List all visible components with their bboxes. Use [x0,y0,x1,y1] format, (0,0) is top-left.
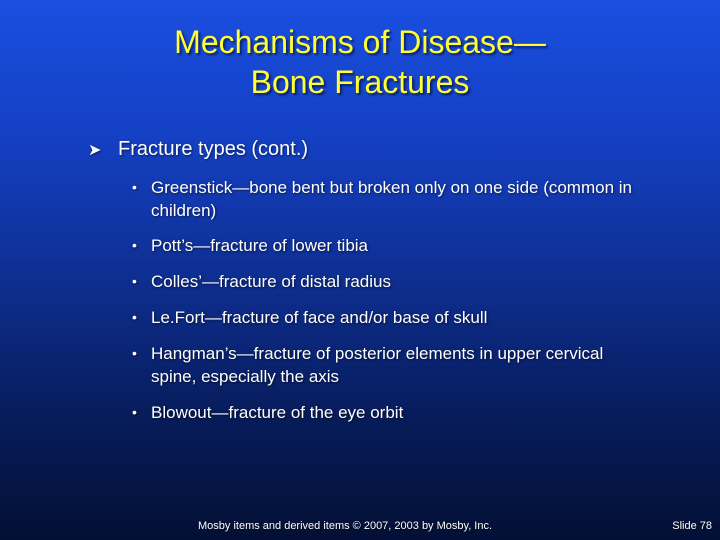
dot-bullet-icon: • [132,273,137,289]
sub-bullet-text: Pott’s—fracture of lower tibia [151,236,368,255]
sub-bullet-item [132,401,632,424]
sub-bullet-item [132,342,632,388]
dot-bullet-icon: • [132,237,137,253]
dot-bullet-icon: • [132,404,137,420]
sub-bullet-text: Hangman’s—fracture of posterior elements in upper cervical spine, especially the axis [151,344,604,386]
slide-title-line-2: Bone Fractures [250,64,470,100]
sub-bullet-item [132,176,632,222]
slide-title [0,22,720,102]
slide-title-line-1: Mechanisms of Disease— [174,24,546,60]
sub-bullet-text: Le.Fort—fracture of face and/or base of skull [151,308,488,327]
sub-bullet-text: Blowout—fracture of the eye orbit [151,403,404,422]
copyright-footer: Mosby items and derived items © 2007, 2003 by Mosby, Inc. [198,520,493,532]
main-bullet-text: Fracture types (cont.) [118,138,309,160]
sub-bullet-item [132,306,632,329]
sub-bullet-text: Colles’—fracture of distal radius [151,272,391,291]
slide-number: Slide 78 [672,520,712,532]
sub-bullet-item [132,270,632,293]
dot-bullet-icon: • [132,179,137,195]
main-bullet [88,136,308,164]
sub-bullet-list [132,176,632,424]
sub-bullet-text: Greenstick—bone bent but broken only on one side (common in children) [151,178,632,220]
dot-bullet-icon: • [132,345,137,361]
arrow-bullet-icon: ➤ [88,142,102,159]
sub-bullet-item [132,234,632,257]
dot-bullet-icon: • [132,309,137,325]
